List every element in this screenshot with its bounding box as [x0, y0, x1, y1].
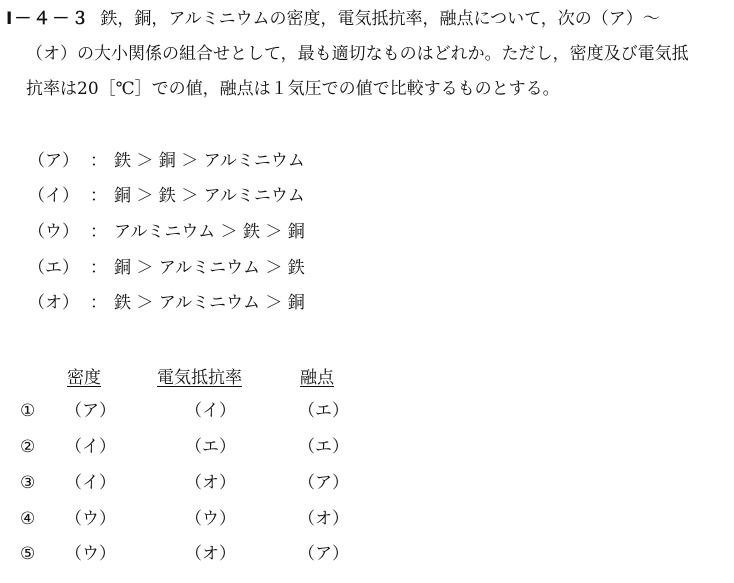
- question-line-1: [6, 8, 660, 30]
- header-resistivity: 電気抵抗率: [157, 368, 242, 388]
- answer-number: ②: [20, 437, 36, 457]
- option-label: （イ）: [28, 186, 79, 206]
- option-colon: ：: [90, 186, 107, 206]
- option-label: （オ）: [28, 293, 79, 313]
- answer-resistivity: （ウ）: [185, 509, 236, 529]
- option-text: 鉄 ＞ 銅 ＞ アルミニウム: [114, 151, 305, 171]
- option-text: 銅 ＞ アルミニウム ＞ 鉄: [114, 258, 305, 278]
- answer-number: ⑤: [20, 544, 36, 564]
- answer-melting-point: （エ）: [298, 437, 349, 457]
- header-density: 密度: [67, 368, 101, 388]
- answer-resistivity: （イ）: [185, 401, 236, 421]
- answer-density: （ウ）: [65, 509, 116, 529]
- answer-resistivity: （エ）: [185, 437, 236, 457]
- option-colon: ：: [90, 293, 107, 313]
- answer-resistivity: （オ）: [185, 544, 236, 564]
- option-text: 銅 ＞ 鉄 ＞ アルミニウム: [114, 186, 305, 206]
- answer-density: （ウ）: [65, 544, 116, 564]
- option-colon: ：: [90, 151, 107, 171]
- answer-density: （イ）: [65, 437, 116, 457]
- answer-melting-point: （エ）: [298, 401, 349, 421]
- answer-density: （イ）: [65, 473, 116, 493]
- answer-number: ③: [20, 473, 36, 493]
- answer-melting-point: （ア）: [298, 544, 349, 564]
- question-number: Ⅰ－４－３: [6, 9, 91, 29]
- option-label: （ウ）: [28, 222, 79, 242]
- option-colon: ：: [90, 258, 107, 278]
- option-text: アルミニウム ＞ 鉄 ＞ 銅: [114, 222, 305, 242]
- question-text-1: 鉄，銅，アルミニウムの密度，電気抵抗率，融点について，次の（ア）～: [100, 9, 660, 29]
- question-line-2: （オ）の大小関係の組合せとして，最も適切なものはどれか。ただし，密度及び電気抵: [26, 44, 689, 64]
- option-colon: ：: [90, 222, 107, 242]
- option-label: （ア）: [28, 151, 79, 171]
- answer-resistivity: （オ）: [185, 473, 236, 493]
- answer-number: ④: [20, 509, 36, 529]
- answer-melting-point: （ア）: [298, 473, 349, 493]
- answer-density: （ア）: [65, 401, 116, 421]
- answer-number: ①: [20, 401, 36, 421]
- header-melting-point: 融点: [300, 368, 334, 388]
- option-label: （エ）: [28, 258, 79, 278]
- answer-melting-point: （オ）: [298, 509, 349, 529]
- option-text: 鉄 ＞ アルミニウム ＞ 銅: [114, 293, 305, 313]
- question-line-3: 抗率は20［℃］での値，融点は１気圧での値で比較するものとする。: [26, 79, 560, 99]
